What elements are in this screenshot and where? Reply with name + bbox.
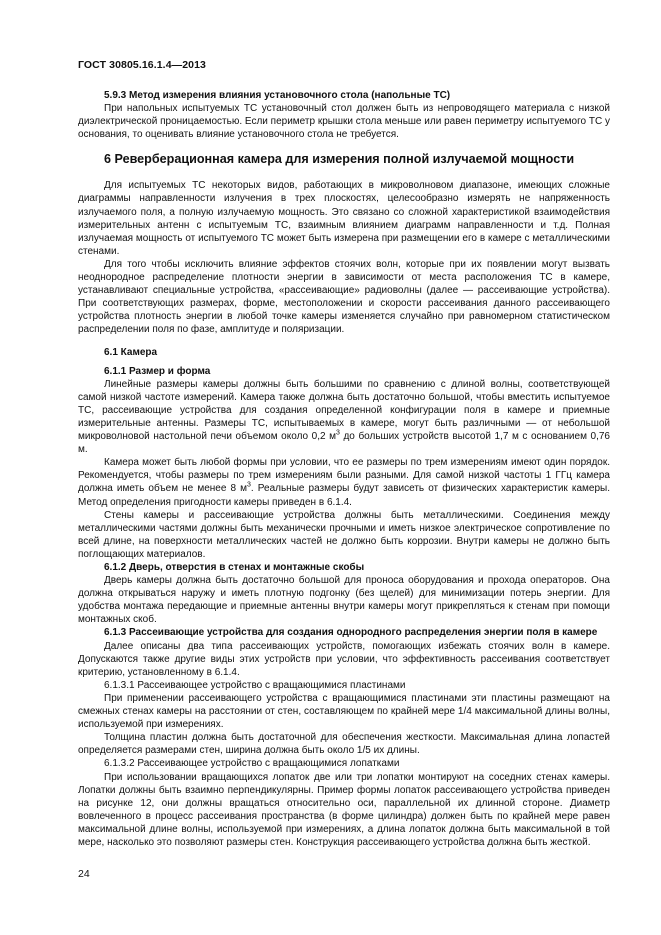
section-6-1-3-heading: 6.1.3 Рассеивающие устройства для создания однородного распределения энергии поля в камере (104, 627, 598, 639)
section-6-1-3-2-heading: 6.1.3.2 Рассеивающее устройство с вращающимися лопатками (104, 758, 400, 770)
section-6-1-3-1-heading: 6.1.3.1 Рассеивающее устройство с вращающимися пластинами (104, 679, 406, 691)
section-6-1-3-2-paragraph: При использовании вращающихся лопаток две или три лопатки монтируют на соседних стенах камеры. Лопатки должны быть взаимно перпендикулярны. Пример формы лопаток рассеивающего устройства приведен на рисунке 12, они должны вращаться относительно оси, параллельной их длинной стороне. Диаметр вовлеченного в процесс рассеивания пространства (в форме цилиндра) должен быть по крайней мере равен максимальной длине волны, используемой при измерениях, а длина лопаток должна быть максимальной в той мере, насколько это позволяют размеры стен. Конструкция рассеивающего устройства должна быть жесткой. (78, 771, 610, 848)
section-6-1-2-paragraph: Дверь камеры должна быть достаточно большой для проноса оборудования и прохода операторов. Она должна открываться наружу и иметь плотную подгонку (без щелей) для минимизации потерь энергии. Для удобства монтажа передающие и приемные антенны внутри камеры могут прикрепляться к стенам при помощи монтажных скоб. (78, 575, 610, 626)
section-6-1-heading: 6.1 Камера (104, 346, 158, 358)
section-6-1-3-1-paragraph-2: Толщина пластин должна быть достаточной для обеспечения жесткости. Максимальная длина лопастей определяется размерами стен, ширина должна быть около 1/5 их длины. (78, 732, 610, 757)
page-number: 24 (78, 868, 90, 880)
section-6-1-3-1-paragraph-1: При применении рассеивающего устройства с вращающимися пластинами эти пластины размещают на смежных стенах камеры на расстоянии от стен, составляющем по крайней мере 1/4 максимальной длины волны, используемой при измерениях. (78, 692, 610, 731)
section-5-9-3-heading: 5.9.3 Метод измерения влияния установочного стола (напольные ТС) (104, 90, 451, 101)
section-6-1-1-paragraph-1: Линейные размеры камеры должны быть большими по сравнению с длиной волны, соответствующей самой низкой частоте измерений. Камера также должна быть достаточно большой, чтобы вместить испытуемое ТС, рассеивающие устройства для создания определенной конфигурации поля в камере и приемные измерительные антенны. Размеры ТС, испытываемых в камере, могут быть различными — от небольшой микроволновой настольной печи объемом около 0,2 $м^3$ до больших устройств высотой 1,7 м с основанием 0,76 м. (78, 378, 610, 456)
section-6-paragraph-1: Для испытуемых ТС некоторых видов, работающих в микроволновом диапазоне, имеющих сложные диаграммы направленности излучения в трех плоскостях, целесообразно измерять не напряженность излучаемого поля, а полную излучаемую мощность. Это связано со сложной характеристикой взаимодействия измерительных антенн с испытуемым ТС, взаимным влиянием диаграмм направленности и т.д. Полная излучаемая мощность от испытуемого ТС может быть измерена при размещении его в камере с металлическими стенами. (78, 180, 610, 257)
section-5-9-3-paragraph: При напольных испытуемых ТС установочный стол должен быть из непроводящего материала с низкой диэлектрической проницаемостью. Если периметр крышки стола меньше или равен периметру испытуемого ТС у основания, то оценивать влияние установочного стола не требуется. (78, 103, 610, 141)
section-6-1-1-heading: 6.1.1 Размер и форма (104, 365, 211, 377)
section-6-1-2-heading: 6.1.2 Дверь, отверстия в стенах и монтажные скобы (104, 562, 365, 573)
section-6-paragraph-2: Для того чтобы исключить влияние эффектов стоячих волн, которые при их появлении могут вызвать неоднородное распределение плотности энергии в зависимости от места расположения ТС в камере, устанавливают специальные устройства, «рассеивающие» радиоволны (далее — рассеивающие устройства). При соответствующих размерах, форме, местоположении и скорости рассеивания данного рассеивающего устройства плотность энергии в любой точке камеры изменяется случайно при равномерном статистическом распределении поля по фазе, амплитуде и поляризации. (78, 258, 610, 336)
document-header: ГОСТ 30805.16.1.4—2013 (78, 59, 206, 71)
document-body (78, 88, 610, 849)
section-6-heading: 6 Реверберационная камера для измерения полной излучаемой мощности (104, 152, 575, 167)
section-6-1-1-paragraph-2: Камера может быть любой формы при условии, что ее размеры по трем измерениям имеют один порядок. Рекомендуется, чтобы размеры по трем измерениям были разными. Для самой низкой частоты 1 ГГц камера должна иметь объем не менее 8 $м^3$. Реальные размеры будут зависеть от физических характеристик камеры. Метод определения пригодности камеры приведен в 6.1.4. (78, 457, 610, 508)
section-6-1-1-paragraph-3: Стены камеры и рассеивающие устройства должны быть металлическими. Соединения между металлическими частями должны быть механически прочными и иметь низкое электрическое сопротивление по всей длине, на поверхности металлических частей не должно быть коррозии. Внутри камеры не должно быть поглощающих материалов. (78, 509, 610, 560)
section-6-1-3-paragraph: Далее описаны два типа рассеивающих устройств, помогающих избежать стоячих волн в камере. Допускаются также другие виды этих устройств при условии, что эффективность рассеивания соответствует критерию, установленному в 6.1.4. (78, 640, 610, 678)
